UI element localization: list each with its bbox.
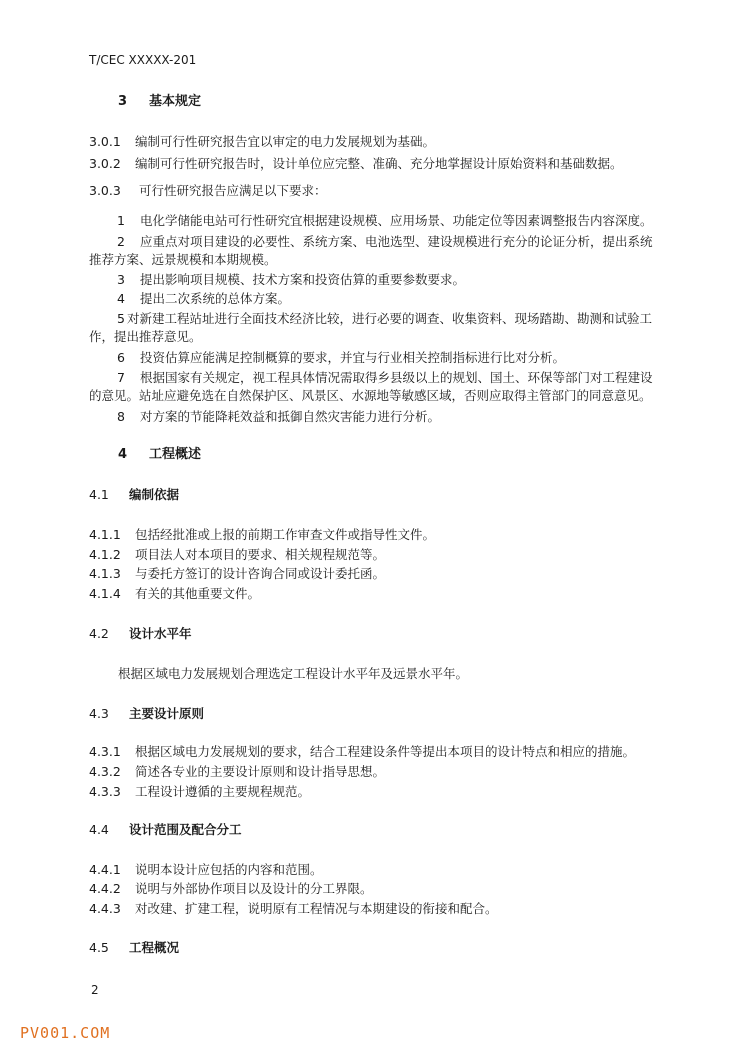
section-title: 设计水平年 (129, 626, 192, 641)
clause-3-0-3 (89, 183, 327, 199)
section-4-2-heading (89, 626, 192, 642)
clause-number: 4.4.1 (89, 862, 121, 877)
clause-number: 3.0.2 (89, 156, 121, 171)
item-number: 7 (117, 370, 125, 385)
item-number: 5 (117, 311, 125, 326)
section-4-5-heading (89, 940, 179, 956)
clause-4-3-1 (89, 744, 635, 760)
watermark-text: PV001.COM (20, 1024, 111, 1042)
chapter-4-heading (118, 447, 201, 463)
chapter-number: 3 (118, 94, 128, 109)
requirement-item-5-cont: 作，提出推荐意见。 (89, 329, 202, 344)
clause-4-4-2 (89, 881, 373, 897)
clause-text: 编制可行性研究报告宜以审定的电力发展规划为基础。 (135, 134, 436, 149)
requirement-item-7 (117, 370, 653, 386)
item-number: 4 (117, 291, 125, 306)
item-number: 8 (117, 409, 125, 424)
clause-number: 4.4.3 (89, 901, 121, 916)
clause-text: 包括经批准或上报的前期工作审查文件或指导性文件。 (135, 527, 436, 542)
clause-text: 说明与外部协作项目以及设计的分工界限。 (135, 881, 373, 896)
clause-4-3-3 (89, 784, 310, 800)
clause-4-3-2 (89, 764, 385, 780)
chapter-title: 基本规定 (149, 94, 202, 109)
requirement-item-7-cont: 的意见。站址应避免选在自然保护区、风景区、水源地等敏感区域，否则应取得主管部门的同意意见。 (89, 388, 652, 403)
requirement-item-3 (117, 272, 465, 288)
requirement-item-6 (117, 350, 565, 366)
section-number: 4.3 (89, 706, 109, 721)
section-4-1-heading (89, 487, 179, 503)
requirement-item-4 (117, 291, 290, 307)
clause-4-4-3 (89, 901, 498, 917)
section-number: 4.5 (89, 940, 109, 955)
clause-number: 4.3.2 (89, 764, 121, 779)
item-text: 提出二次系统的总体方案。 (140, 291, 291, 306)
item-number: 3 (117, 272, 125, 287)
item-number: 6 (117, 350, 125, 365)
clause-3-0-1 (89, 134, 435, 150)
clause-text: 对改建、扩建工程，说明原有工程情况与本期建设的衔接和配合。 (135, 901, 498, 916)
clause-4-1-3 (89, 566, 385, 582)
clause-number: 4.4.2 (89, 881, 121, 896)
section-title: 编制依据 (129, 487, 180, 502)
section-4-3-heading (89, 706, 204, 722)
item-text: 提出影响项目规模、技术方案和投资估算的重要参数要求。 (140, 272, 466, 287)
item-text: 根据国家有关规定，视工程具体情况需取得乡县级以上的规划、国土、环保等部门对工程建设 (140, 370, 653, 385)
clause-number: 4.1.3 (89, 566, 121, 581)
clause-number: 4.1.4 (89, 586, 121, 601)
clause-text: 与委托方签订的设计咨询合同或设计委托函。 (135, 566, 386, 581)
section-number: 4.4 (89, 822, 109, 837)
item-number: 1 (117, 213, 125, 228)
clause-text: 编制可行性研究报告时，设计单位应完整、准确、充分地掌握设计原始资料和基础数据。 (135, 156, 623, 171)
clause-4-1-4 (89, 586, 260, 602)
section-title: 工程概况 (129, 940, 180, 955)
clause-number: 4.3.3 (89, 784, 121, 799)
clause-3-0-2 (89, 156, 623, 172)
clause-4-1-1 (89, 527, 435, 543)
requirement-item-1 (117, 213, 653, 229)
clause-number: 4.3.1 (89, 744, 121, 759)
page-number: 2 (91, 983, 99, 997)
item-number: 2 (117, 234, 125, 249)
chapter-number: 4 (118, 447, 128, 462)
clause-text: 说明本设计应包括的内容和范围。 (135, 862, 323, 877)
clause-4-4-1 (89, 862, 323, 878)
section-number: 4.2 (89, 626, 109, 641)
chapter-title: 工程概述 (149, 447, 202, 462)
section-number: 4.1 (89, 487, 109, 502)
section-title: 设计范围及配合分工 (129, 822, 242, 837)
item-text: 电化学储能电站可行性研究宜根据建设规模、应用场景、功能定位等因素调整报告内容深度。 (140, 213, 653, 228)
item-text: 投资估算应能满足控制概算的要求，并宜与行业相关控制指标进行比对分析。 (140, 350, 566, 365)
requirement-item-2-cont: 推荐方案、远景规模和本期规模。 (89, 252, 277, 267)
requirement-item-2 (117, 234, 653, 250)
chapter-3-heading (118, 94, 201, 110)
document-header: T/CEC XXXXX-201 (89, 53, 197, 67)
clause-4-1-2 (89, 547, 385, 563)
clause-number: 3.0.1 (89, 134, 121, 149)
clause-text: 工程设计遵循的主要规程规范。 (135, 784, 311, 799)
section-title: 主要设计原则 (129, 706, 205, 721)
item-text: 应重点对项目建设的必要性、系统方案、电池选型、建设规模进行充分的论证分析，提出系统 (140, 234, 653, 249)
section-4-4-heading (89, 822, 242, 838)
clause-text: 可行性研究报告应满足以下要求： (139, 183, 327, 198)
section-4-2-paragraph: 根据区域电力发展规划合理选定工程设计水平年及远景水平年。 (118, 666, 469, 681)
item-text: 对新建工程站址进行全面技术经济比较，进行必要的调查、收集资料、现场踏勘、勘测和试验工 (127, 311, 653, 326)
clause-text: 有关的其他重要文件。 (135, 586, 261, 601)
item-text: 对方案的节能降耗效益和抵御自然灾害能力进行分析。 (140, 409, 441, 424)
requirement-item-8 (117, 409, 440, 425)
clause-text: 简述各专业的主要设计原则和设计指导思想。 (135, 764, 386, 779)
requirement-item-5 (117, 311, 652, 327)
clause-number: 3.0.3 (89, 183, 121, 198)
clause-text: 根据区域电力发展规划的要求，结合工程建设条件等提出本项目的设计特点和相应的措施。 (135, 744, 636, 759)
clause-text: 项目法人对本项目的要求、相关规程规范等。 (135, 547, 386, 562)
clause-number: 4.1.1 (89, 527, 121, 542)
clause-number: 4.1.2 (89, 547, 121, 562)
